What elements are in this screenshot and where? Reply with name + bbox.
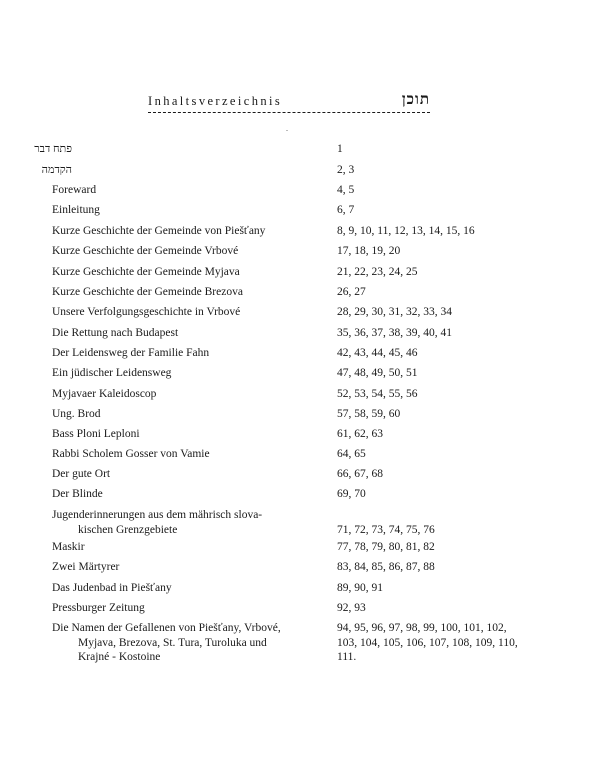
toc-entry-pages xyxy=(337,560,567,575)
toc-entry-title-line: פתח דבר xyxy=(34,143,72,155)
toc-entry-title-line: Jugenderinnerungen aus dem mährisch slova- xyxy=(52,509,263,521)
toc-entry-title-line: Myjavaer Kaleidoscop xyxy=(52,388,157,400)
header-dashed-underline xyxy=(148,112,430,113)
toc-entry-pages-line: 71, 72, 73, 74, 75, 76 xyxy=(337,523,435,536)
toc-entry-pages-line: 94, 95, 96, 97, 98, 99, 100, 101, 102, xyxy=(337,622,507,634)
toc-entry-title-line: Der Blinde xyxy=(52,488,103,500)
toc-entry-title xyxy=(52,621,312,665)
toc-entry-title-line: Kurze Geschichte der Gemeinde Brezova xyxy=(52,286,243,298)
toc-entry-pages-line: 89, 90, 91 xyxy=(337,582,383,594)
toc-entry-title xyxy=(52,265,312,280)
toc-entry-pages-line: 103, 104, 105, 106, 107, 108, 109, 110, xyxy=(337,636,518,649)
toc-entry-pages-line: 77, 78, 79, 80, 81, 82 xyxy=(337,541,435,553)
toc-entry-title xyxy=(52,224,312,239)
toc-entry-title xyxy=(52,487,312,502)
toc-entry-pages xyxy=(337,407,567,422)
toc-entry-title xyxy=(52,447,312,462)
toc-entry-title xyxy=(52,366,312,381)
toc-entry-title-line: Krajné - Kostoine xyxy=(78,651,161,663)
toc-entry-title-line: Der Leidensweg der Familie Fahn xyxy=(52,347,210,359)
toc-entry-pages-line: 61, 62, 63 xyxy=(337,428,383,440)
toc-entry-title-line: Das Judenbad in Piešťany xyxy=(52,582,172,594)
toc-entry-title-line: Die Rettung nach Budapest xyxy=(52,327,179,339)
toc-entry-pages-line xyxy=(337,508,567,523)
toc-entry-pages xyxy=(337,224,567,239)
toc-entry-pages-line: 42, 43, 44, 45, 46 xyxy=(337,347,418,359)
toc-entry-pages xyxy=(337,244,567,259)
toc-entry-title-line: Maskir xyxy=(52,541,85,553)
toc-entry-title-line: Myjava, Brezova, St. Tura, Turoluka und xyxy=(78,636,267,649)
toc-header xyxy=(148,92,430,116)
toc-entry-pages xyxy=(337,326,567,341)
toc-entry-pages-line: 64, 65 xyxy=(337,448,366,460)
toc-entry-title-line: Bass Ploni Leploni xyxy=(52,428,140,440)
toc-entry-pages-line: 26, 27 xyxy=(337,286,366,298)
toc-entry-title xyxy=(52,387,312,402)
toc-entry-title-line: Unsere Verfolgungsgeschichte in Vrbové xyxy=(52,306,241,318)
toc-entry-title-line: Ein jüdischer Leidensweg xyxy=(52,367,172,379)
toc-title-hebrew: תוכן xyxy=(401,92,430,108)
toc-entry-pages xyxy=(337,305,567,320)
toc-entry-title xyxy=(52,427,312,442)
toc-entry-title-line: Der gute Ort xyxy=(52,468,111,480)
toc-entry-title xyxy=(0,163,72,178)
toc-entry-pages xyxy=(337,467,567,482)
toc-entry-pages-line: 47, 48, 49, 50, 51 xyxy=(337,367,418,379)
toc-entry-title-line: הקדמה xyxy=(41,164,72,176)
toc-entry-pages-line: 57, 58, 59, 60 xyxy=(337,408,401,420)
toc-entry-pages-line: 1 xyxy=(337,143,343,155)
toc-entry-pages-line: 28, 29, 30, 31, 32, 33, 34 xyxy=(337,306,452,318)
toc-entry-pages-line: 83, 84, 85, 86, 87, 88 xyxy=(337,561,435,573)
toc-entry-pages-line: 69, 70 xyxy=(337,488,366,500)
toc-entry-pages xyxy=(337,427,567,442)
toc-entry-pages xyxy=(337,346,567,361)
toc-entry-pages xyxy=(337,163,567,178)
toc-entry-pages xyxy=(337,183,567,198)
toc-entry-pages xyxy=(337,387,567,402)
toc-entry-title xyxy=(52,326,312,341)
toc-entry-title xyxy=(52,407,312,422)
toc-entry-pages xyxy=(337,621,567,665)
toc-entry-pages-line: 92, 93 xyxy=(337,602,366,614)
toc-entry-title xyxy=(52,508,312,537)
toc-entry-title xyxy=(0,142,72,157)
toc-entry-pages xyxy=(337,285,567,300)
toc-entry-title-line: Zwei Märtyrer xyxy=(52,561,120,573)
toc-entry-title xyxy=(52,560,312,575)
toc-entry-title-line: Rabbi Scholem Gosser von Vamie xyxy=(52,448,210,460)
toc-entry-title-line: Kurze Geschichte der Gemeinde Vrbové xyxy=(52,245,239,257)
toc-entry-title-line: kischen Grenzgebiete xyxy=(78,523,178,536)
toc-entry-pages-line: 52, 53, 54, 55, 56 xyxy=(337,388,418,400)
toc-entry-title xyxy=(52,540,312,555)
toc-title-german: Inhaltsverzeichnis xyxy=(148,94,283,108)
toc-entry-title-line: Foreward xyxy=(52,184,97,196)
toc-entry-pages-line: 17, 18, 19, 20 xyxy=(337,245,401,257)
toc-entry-title xyxy=(52,244,312,259)
toc-entry-title-line: Die Namen der Gefallenen von Piešťany, Vrbové, xyxy=(52,622,281,634)
toc-entry-title xyxy=(52,183,312,198)
toc-entry-pages xyxy=(337,203,567,218)
toc-entry-title-line: Pressburger Zeitung xyxy=(52,602,145,614)
toc-entry-title xyxy=(52,203,312,218)
toc-entry-title xyxy=(52,346,312,361)
toc-entry-pages-line: 8, 9, 10, 11, 12, 13, 14, 15, 16 xyxy=(337,225,475,237)
toc-entry-pages xyxy=(337,366,567,381)
toc-entry-pages-line: 2, 3 xyxy=(337,164,355,176)
toc-entry-title-line: Ung. Brod xyxy=(52,408,101,420)
toc-entry-pages xyxy=(337,581,567,596)
toc-entry-title xyxy=(52,581,312,596)
toc-entry-title xyxy=(52,285,312,300)
toc-entry-pages-line: 4, 5 xyxy=(337,184,355,196)
toc-entry-title xyxy=(52,467,312,482)
toc-entry-title-line: Kurze Geschichte der Gemeinde Myjava xyxy=(52,266,240,278)
toc-entry-pages-line: 35, 36, 37, 38, 39, 40, 41 xyxy=(337,327,452,339)
toc-entry-pages xyxy=(337,265,567,280)
toc-entry-pages-line: 111. xyxy=(337,651,357,663)
toc-entry-pages-line: 66, 67, 68 xyxy=(337,468,383,480)
toc-entry-pages xyxy=(337,601,567,616)
toc-entry-pages xyxy=(337,508,567,537)
toc-entry-pages xyxy=(337,142,567,157)
toc-entry-title xyxy=(52,305,312,320)
toc-entry-title-line: Kurze Geschichte der Gemeinde von Piešťany xyxy=(52,225,266,237)
toc-entry-pages xyxy=(337,447,567,462)
toc-entry-pages-line: 6, 7 xyxy=(337,204,355,216)
toc-entry-title-line: Einleitung xyxy=(52,204,100,216)
toc-entry-title xyxy=(52,601,312,616)
toc-entry-pages-line: 21, 22, 23, 24, 25 xyxy=(337,266,418,278)
toc-entry-pages xyxy=(337,540,567,555)
toc-entry-pages xyxy=(337,487,567,502)
scan-speck xyxy=(286,130,288,131)
